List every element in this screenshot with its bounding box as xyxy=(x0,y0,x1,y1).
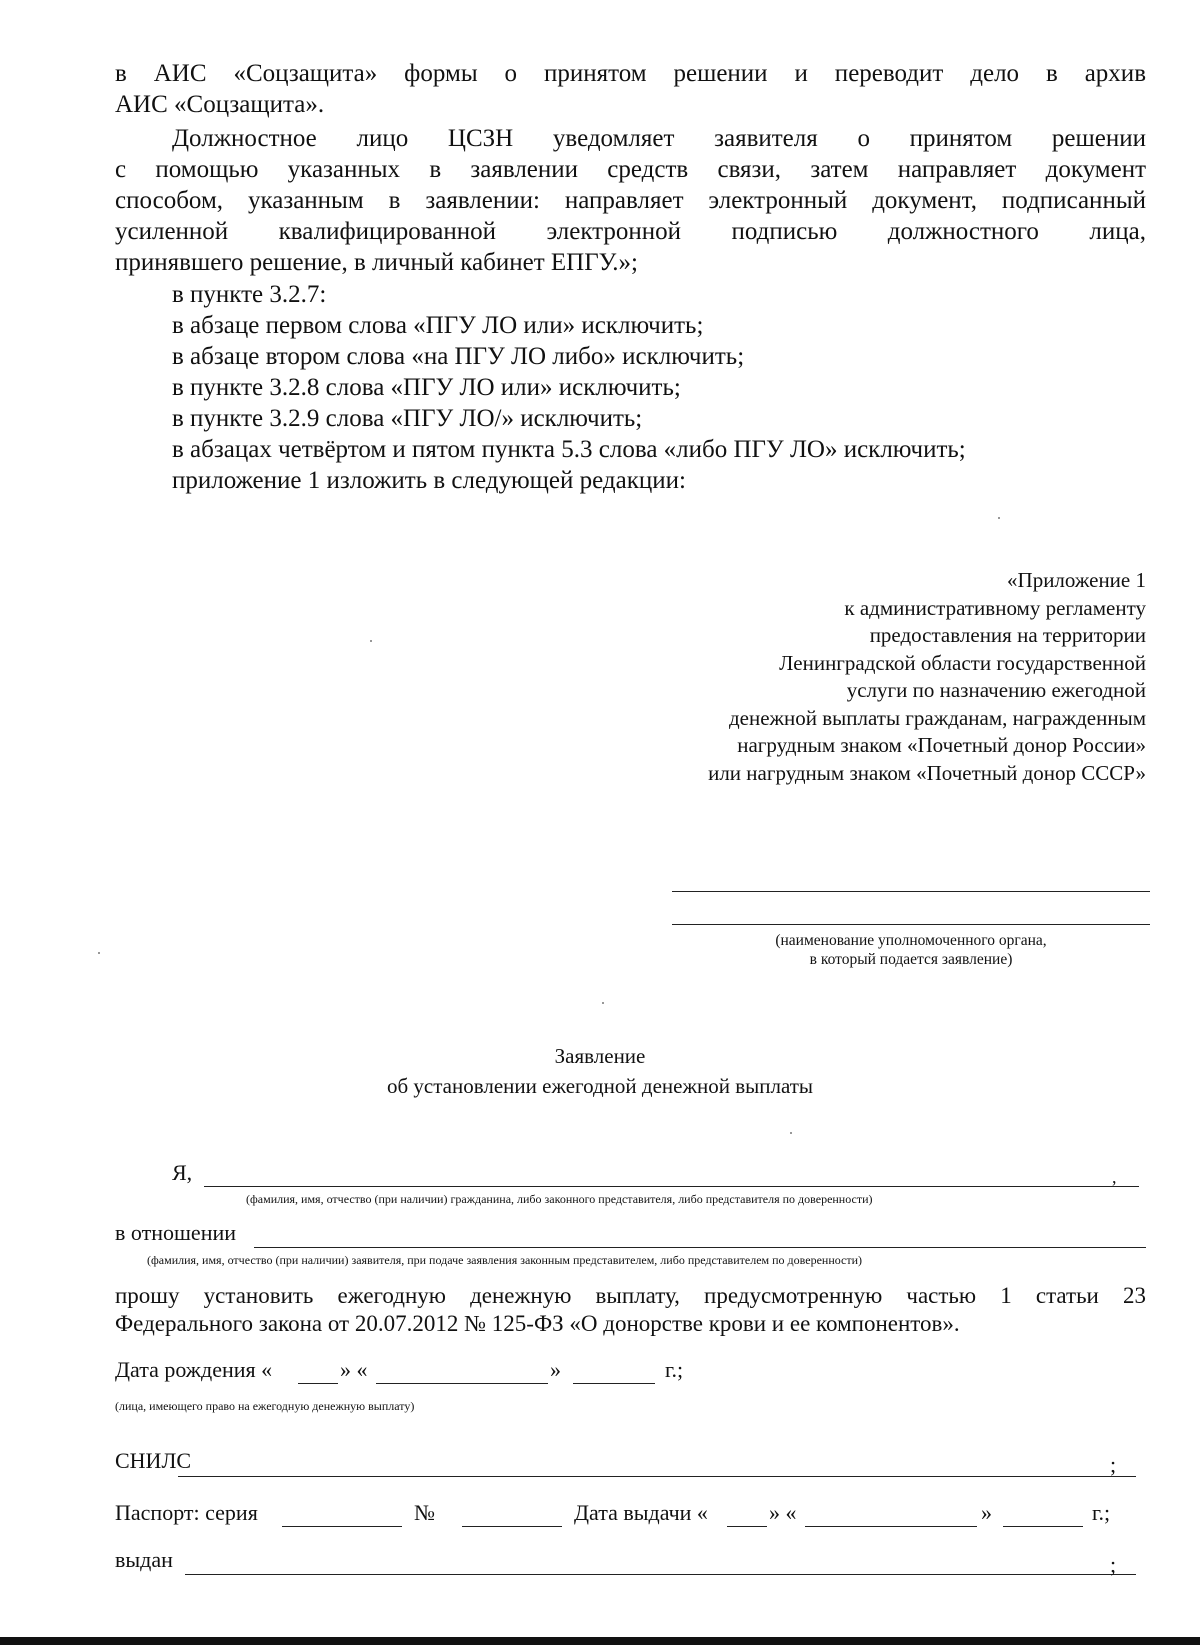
amendment-item: в абзаце втором слова «на ПГУ ЛО либо» исключить; xyxy=(172,343,745,370)
amendment-paragraph-2 xyxy=(115,123,1146,278)
scan-speck xyxy=(602,1002,604,1004)
applicant-caption: (фамилия, имя, отчество (при наличии) гражданина, либо законного представителя, либо представителя по доверенности) xyxy=(246,1192,873,1206)
passport-month-field[interactable] xyxy=(805,1526,977,1527)
text-line: прошу установить ежегодную денежную выплату, предусмотренную частью 1 статьи 23 xyxy=(115,1283,1146,1308)
appendix-header xyxy=(708,567,1146,787)
passport-quote: » « xyxy=(769,1500,797,1525)
appendix-line: нагрудным знаком «Почетный донор России» xyxy=(737,733,1146,757)
authority-blank-line[interactable] xyxy=(672,924,1150,925)
appendix-line: предоставления на территории xyxy=(869,623,1146,647)
snils-end: ; xyxy=(1110,1452,1117,1477)
request-paragraph xyxy=(115,1282,1146,1338)
amendment-item: в пункте 3.2.9 слова «ПГУ ЛО/» исключить; xyxy=(172,405,643,432)
birth-date-caption: (лица, имеющего право на ежегодную денежную выплату) xyxy=(115,1399,415,1413)
scan-speck xyxy=(98,952,100,954)
birth-year-field[interactable] xyxy=(573,1383,655,1384)
birth-day-field[interactable] xyxy=(298,1383,338,1384)
appendix-line: или нагрудным знаком «Почетный донор СССР» xyxy=(708,760,1146,785)
applicant-comma: , xyxy=(1112,1167,1117,1187)
snils-field[interactable] xyxy=(178,1476,1136,1477)
text-line: АИС «Соцзащита». xyxy=(115,91,325,118)
amendment-item: приложение 1 изложить в следующей редакции: xyxy=(172,467,686,494)
scan-speck xyxy=(370,640,372,642)
authority-caption xyxy=(672,931,1150,969)
issued-by-label: выдан xyxy=(115,1547,173,1572)
applicant-label: Я, xyxy=(172,1160,193,1185)
passport-series-label: Паспорт: серия xyxy=(115,1500,258,1525)
appendix-line: к административному регламенту xyxy=(844,595,1146,620)
text-line: принявшего решение, в личный кабинет ЕПГУ.»; xyxy=(115,249,638,276)
birth-quote: » « xyxy=(340,1357,368,1382)
passport-number-field[interactable] xyxy=(462,1526,562,1527)
birth-quote: » xyxy=(550,1357,561,1382)
snils-label: СНИЛС xyxy=(115,1448,192,1473)
applicant-name-field[interactable] xyxy=(204,1186,1139,1187)
appendix-line: «Приложение 1 xyxy=(1007,568,1146,592)
scan-edge-bar xyxy=(0,1637,1200,1645)
amendment-item: в абзацах четвёртом и пятом пункта 5.3 слова «либо ПГУ ЛО» исключить; xyxy=(172,436,966,463)
authority-blank-line[interactable] xyxy=(672,891,1150,892)
regarding-name-field[interactable] xyxy=(254,1247,1146,1248)
birth-date-label: Дата рождения « xyxy=(115,1357,273,1382)
scan-speck xyxy=(998,517,1000,519)
amendment-paragraph-1 xyxy=(115,58,1146,120)
text-line: усиленной квалифицированной электронной подписью должностного лица, xyxy=(115,218,1146,245)
regarding-caption: (фамилия, имя, отчество (при наличии) заявителя, при подаче заявления законным представителем, либо представителем по доверенности) xyxy=(147,1253,863,1267)
text-line: Федерального закона от 20.07.2012 № 125-ФЗ «О донорстве крови и ее компонентов». xyxy=(115,1311,960,1336)
amendment-item: в абзаце первом слова «ПГУ ЛО или» исключить; xyxy=(172,312,704,339)
text-line: с помощью указанных в заявлении средств связи, затем направляет документ xyxy=(115,156,1146,183)
regarding-label: в отношении xyxy=(115,1220,237,1245)
appendix-line: услуги по назначению ежегодной xyxy=(846,678,1146,702)
birth-year-suffix: г.; xyxy=(665,1357,684,1382)
issued-by-field[interactable] xyxy=(185,1574,1136,1575)
passport-series-field[interactable] xyxy=(282,1526,402,1527)
birth-month-field[interactable] xyxy=(376,1383,548,1384)
appendix-line: Ленинградской области государственной xyxy=(779,650,1146,675)
passport-number-label: № xyxy=(414,1500,435,1525)
passport-year-field[interactable] xyxy=(1003,1526,1083,1527)
text-line: способом, указанным в заявлении: направляет электронный документ, подписанный xyxy=(115,187,1146,214)
caption-line: в который подается заявление) xyxy=(809,951,1013,968)
passport-date-label: Дата выдачи « xyxy=(574,1500,708,1525)
passport-quote: » xyxy=(981,1500,992,1525)
form-title-line: об установлении ежегодной денежной выплаты xyxy=(386,1074,814,1098)
appendix-line: денежной выплаты гражданам, награжденным xyxy=(728,705,1146,730)
passport-year-suffix: г.; xyxy=(1092,1500,1111,1525)
form-title xyxy=(0,1041,1200,1101)
passport-day-field[interactable] xyxy=(727,1526,767,1527)
form-title-line: Заявление xyxy=(554,1044,646,1068)
text-line: Должностное лицо ЦСЗН уведомляет заявителя о принятом решении xyxy=(172,125,1146,152)
caption-line: (наименование уполномоченного органа, xyxy=(775,932,1047,949)
scan-speck xyxy=(790,1132,792,1134)
amendment-item: в пункте 3.2.8 слова «ПГУ ЛО или» исключить; xyxy=(172,374,681,401)
text-line: в АИС «Соцзащита» формы о принятом решении и переводит дело в архив xyxy=(115,60,1146,87)
issued-by-end: ; xyxy=(1110,1552,1117,1577)
amendment-item: в пункте 3.2.7: xyxy=(172,281,327,308)
